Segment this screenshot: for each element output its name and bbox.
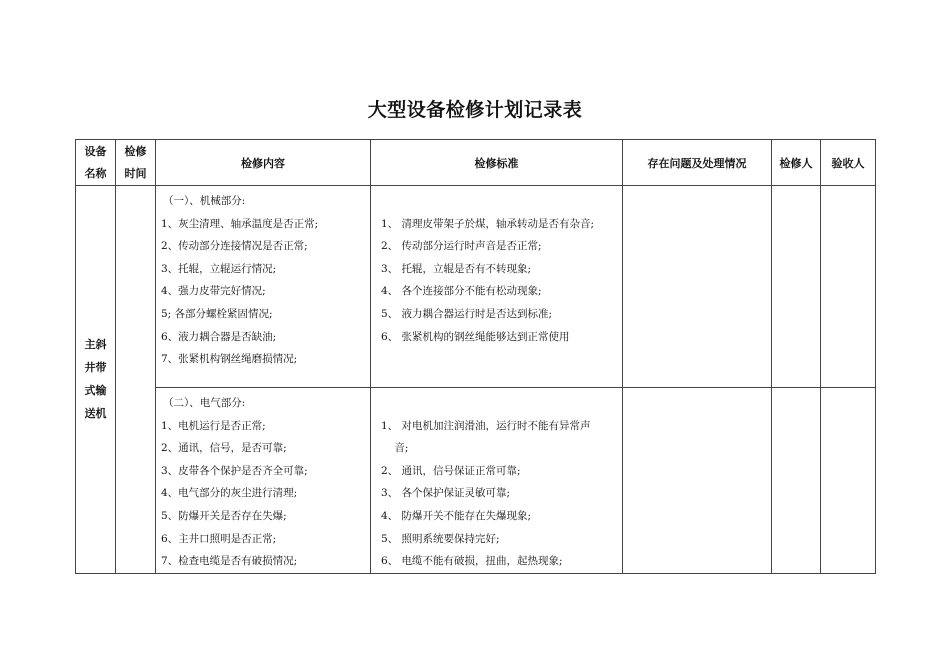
device-name-cell: 主斜 井带 式输 送机	[76, 186, 116, 574]
header-content: 检修内容	[156, 140, 371, 186]
acceptor-cell-electrical[interactable]	[821, 388, 876, 574]
content-item: 6、液力耦合器是否缺油;	[161, 330, 277, 343]
content-item: 4、电气部分的灰尘进行清理;	[161, 487, 298, 500]
content-item: 5; 各部分螺栓紧固情况;	[161, 307, 273, 320]
content-item: 3、皮带各个保护是否齐全可靠;	[161, 464, 308, 477]
content-item: 7、张紧机构钢丝绳磨损情况;	[161, 353, 298, 366]
standard-item: 6、 张紧机构的钢丝绳能够达到正常使用	[381, 330, 570, 343]
standard-item: 3、 托辊，立辊是否有不转现象;	[381, 262, 532, 275]
section-title: （一）、机械部分:	[163, 195, 246, 207]
header-acceptor: 验收人	[821, 140, 876, 186]
header-standard: 检修标准	[371, 140, 623, 186]
acceptor-cell-mechanical[interactable]	[821, 186, 876, 388]
time-cell[interactable]	[116, 186, 156, 574]
section-title: （二）、电气部分:	[163, 397, 246, 409]
content-item: 3、托辊，立辊运行情况;	[161, 262, 277, 275]
standard-item: 4、 各个连接部分不能有松动现象;	[381, 285, 542, 298]
maintenance-table	[75, 139, 876, 574]
content-item: 4、强力皮带完好情况;	[161, 285, 266, 298]
table-row-electrical	[76, 388, 876, 574]
header-issues: 存在问题及处理情况	[623, 140, 772, 186]
repairer-cell-electrical[interactable]	[772, 388, 821, 574]
standard-item: 5、 液力耦合器运行时是否达到标准;	[381, 307, 553, 320]
content-item: 1、灰尘清理、轴承温度是否正常;	[161, 217, 319, 230]
content-item: 1、电机运行是否正常;	[161, 419, 266, 432]
content-item: 2、通讯，信号，是否可靠;	[161, 442, 287, 455]
standard-item: 6、 电缆不能有破损，扭曲，起热现象;	[381, 555, 563, 568]
standard-item: 音;	[381, 442, 409, 455]
standard-item: 1、 对电机加注润滑油，运行时不能有异常声	[381, 419, 591, 432]
issues-cell-electrical[interactable]	[623, 388, 772, 574]
header-repairer: 检修人	[772, 140, 821, 186]
standard-item: 2、 传动部分运行时声音是否正常;	[381, 240, 542, 253]
standard-item: 5、 照明系统要保持完好;	[381, 532, 500, 545]
header-time: 检修 时间	[116, 140, 156, 186]
standard-item: 4、 防爆开关不能存在失爆现象;	[381, 509, 532, 522]
content-item: 5、防爆开关是否存在失爆;	[161, 509, 287, 522]
content-cell-electrical	[156, 388, 371, 574]
header-row	[76, 140, 876, 186]
standard-cell-electrical	[371, 388, 623, 574]
issues-cell-mechanical[interactable]	[623, 186, 772, 388]
table-row-mechanical	[76, 186, 876, 388]
standard-cell-mechanical	[371, 186, 623, 388]
document-title: 大型设备检修计划记录表	[367, 99, 583, 121]
standard-item: 1、 清理皮带架子於煤，轴承转动是否有杂音;	[381, 217, 595, 230]
content-item: 2、传动部分连接情况是否正常;	[161, 240, 308, 253]
content-item: 6、主井口照明是否正常;	[161, 532, 277, 545]
standard-item: 2、 通讯，信号保证正常可靠;	[381, 464, 521, 477]
content-cell-mechanical	[156, 186, 371, 388]
content-item: 7、检查电缆是否有破损情况;	[161, 555, 298, 568]
repairer-cell-mechanical[interactable]	[772, 186, 821, 388]
header-device: 设备 名称	[76, 140, 116, 186]
standard-item: 3、 各个保护保证灵敏可靠;	[381, 487, 511, 500]
